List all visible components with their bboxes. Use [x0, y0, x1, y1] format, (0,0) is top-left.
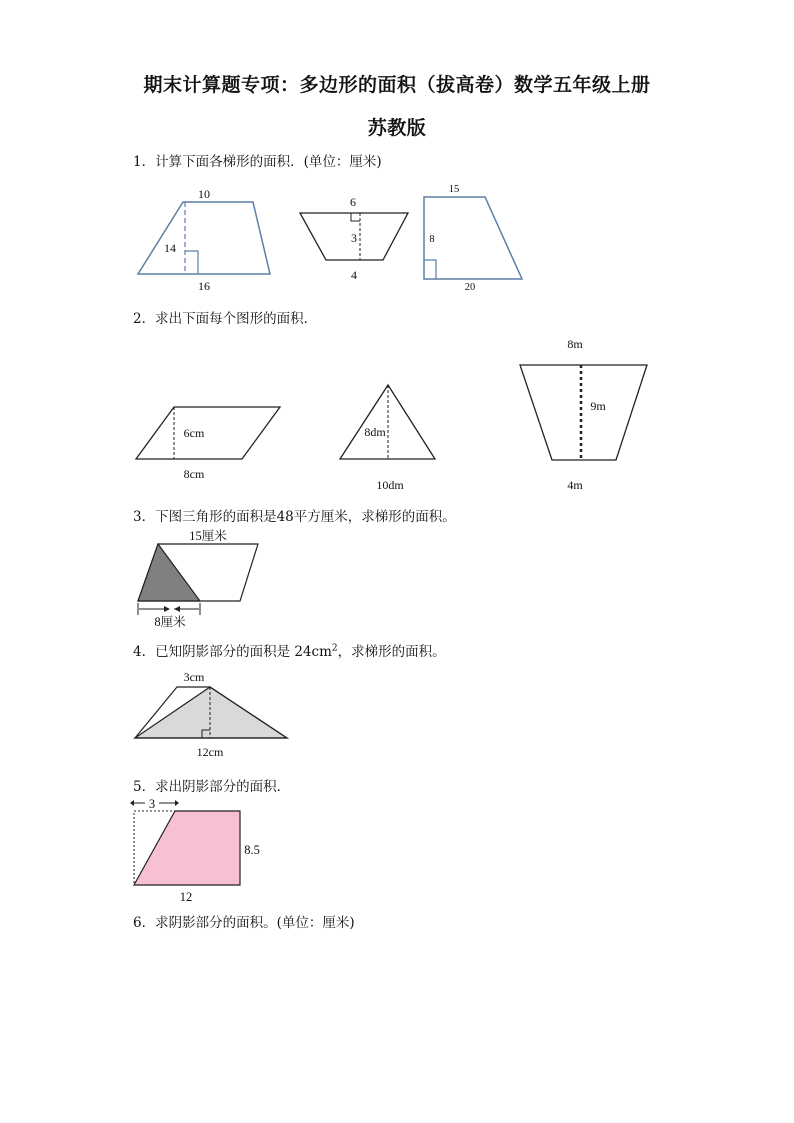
q2-triangle: [340, 385, 435, 492]
q4-text-sup: 2: [331, 643, 338, 654]
q3-base-label: 8厘米: [154, 615, 186, 629]
q1-t2-bottom-label: 4: [351, 268, 357, 282]
q1-t3-bottom-label: 20: [464, 282, 476, 293]
q3-top-label: 15厘米: [189, 529, 227, 543]
q5-height-label: 8.5: [244, 843, 260, 857]
q1-t3-height-label: 8: [429, 234, 435, 245]
question-3-figure: [130, 527, 270, 631]
q2-parallelogram-base-label: 8cm: [183, 467, 205, 481]
q2-trapezoid: [520, 337, 647, 492]
q2-parallelogram-height-label: 6cm: [183, 426, 205, 440]
q4-shaded-triangle: [135, 687, 287, 738]
q4-text-main: 4．已知阴影部分的面积是 24cm: [133, 644, 332, 660]
q1-trapezoid-2: [300, 195, 408, 282]
document-title: 期末计算题专项：多边形的面积（拔高卷）数学五年级上册: [143, 74, 651, 96]
question-4-text: [133, 640, 446, 660]
question-4-figure: [130, 668, 295, 764]
q2-trapezoid-top-label: 8m: [567, 337, 583, 351]
question-2-text: 2．求出下面每个图形的面积．: [133, 311, 318, 327]
q4-text-end: ，求梯形的面积。: [337, 644, 446, 660]
question-5-figure: [130, 797, 270, 907]
q2-trapezoid-bottom-label: 4m: [567, 478, 583, 492]
question-6-text: 6．求阴影部分的面积。(单位：厘米): [133, 915, 355, 931]
q1-t1-top-label: 10: [198, 187, 210, 201]
q4-top-label: 3cm: [183, 670, 205, 684]
q1-t1-height-label: 14: [164, 241, 176, 255]
q1-t1-bottom-label: 16: [198, 279, 210, 293]
q2-trapezoid-height-label: 9m: [590, 399, 606, 413]
question-1-figures: [130, 180, 540, 295]
q5-shaded-region: [134, 811, 240, 885]
question-3-text: 3．下图三角形的面积是48平方厘米，求梯形的面积。: [133, 509, 456, 525]
q2-triangle-base-label: 10dm: [376, 478, 404, 492]
q1-t3-top-label: 15: [448, 184, 460, 195]
q1-t2-top-label: 6: [350, 195, 356, 209]
q1-t2-height-label: 3: [351, 231, 357, 245]
question-5-text: 5．求出阴影部分的面积．: [133, 779, 291, 795]
document-subtitle: 苏教版: [367, 117, 427, 139]
q1-trapezoid-1: [138, 187, 270, 293]
q2-triangle-height-label: 8dm: [364, 425, 386, 439]
q2-parallelogram: [136, 407, 280, 481]
question-2-figures: [130, 335, 660, 495]
question-1-text: 1．计算下面各梯形的面积．(单位：厘米): [133, 154, 382, 170]
q5-offset-label: 3: [148, 797, 156, 811]
q1-trapezoid-3: [424, 184, 522, 293]
q5-base-label: 12: [179, 890, 193, 904]
q4-base-label: 12cm: [196, 745, 224, 759]
q3-shaded-triangle: [138, 544, 200, 601]
